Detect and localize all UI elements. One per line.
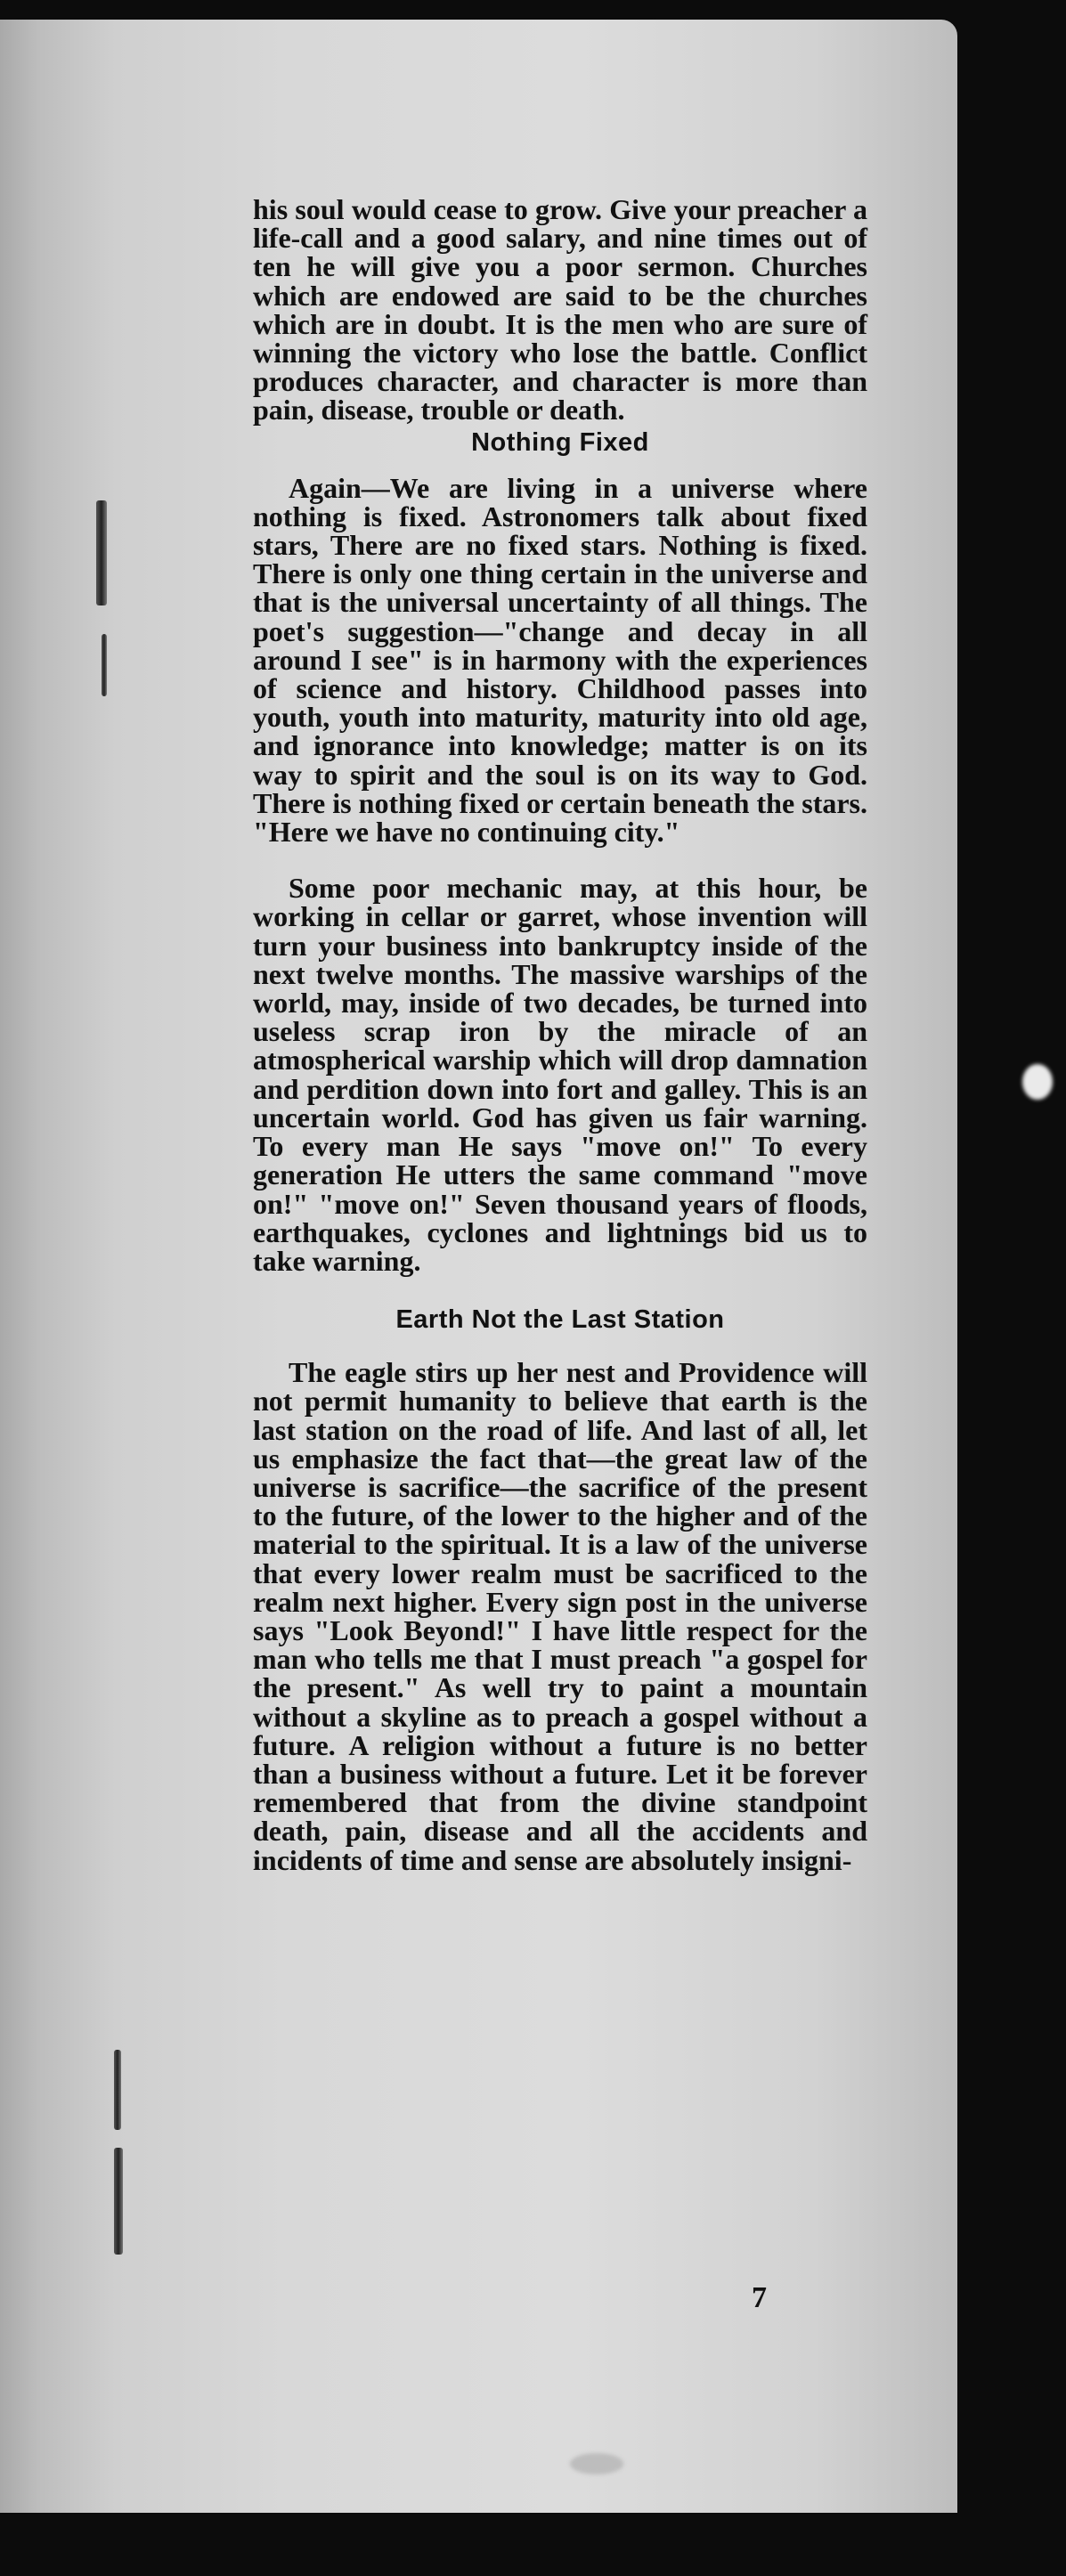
binding-mark-bottom [114,2148,123,2255]
scan-artifact-bottom [570,2453,623,2474]
section-heading-nothing-fixed: Nothing Fixed [471,427,649,457]
paragraph-3: Some poor mechanic may, at this hour, be working in cellar or garret, whose invention will turn your business into bankruptcy inside of the next twelve months. The massive warships of the world, may, inside of two decades, be turned into useless scrap iron by the miracle of an atmospherical warship which will drop damnation and perdition down into fort and galley. This is an uncertain world. God has given us fair warning. To every man He says "move on!" To every generation He utters the same command "move on!" "move on!" Seven thousand years of floods, earthquakes, cyclones and lightnings bid us to take warning. [253,872,867,1277]
paragraph-2: Again—We are living in a universe where nothing is fixed. Astronomers talk about fixed stars, There are no fixed stars. Nothing is fixed. There is only one thing certain in the universe and that is the universal uncertainty of all things. The poet's suggestion—"change and decay in all around I see" is in harmony with the experiences of science and history. Childhood passes into youth, youth into maturity, maturity into old age, and ignorance into knowledge; matter is on its way to spirit and the soul is on its way to God. There is nothing fixed or certain beneath the stars. "Here we have no continuing city." [253,471,867,849]
section-heading-earth-not-last-station: Earth Not the Last Station [395,1305,725,1335]
book-page [0,20,957,2513]
binding-mark-top [96,500,107,605]
scan-artifact-right-edge [1022,1064,1053,1100]
paragraph-4: The eagle stirs up her nest and Providence will not permit humanity to believe that earth is the last station on the road of life. And last of all, let us emphasize the fact that—the great law of the universe is sacrifice—the sacrifice of the present to the future, of the lower to the higher and of the material to the spiritual. It is a law of the universe that every lower realm must be sacrificed to the realm next higher. Every sign post in the universe says "Look Beyond!" I have little respect for the man who tells me that I must preach "a gospel for the present." As well try to paint a mountain without a skyline as to preach a gospel without a future. A religion without a future is no better than a business without a future. Let it be forever remembered that from the divine standpoint death, pain, disease and all the accidents and incidents of time and sense are absolutely insigni- [253,1356,867,1876]
page-number: 7 [752,2281,767,2314]
binding-mark-lower [114,2050,121,2130]
paragraph-1: his soul would cease to grow. Give your preacher a life-call and a good salary, and nine times out of ten he will give you a poor sermon. Churches which are endowed are said to be the churches which are in doubt. It is the men who are sure of winning the victory who lose the battle. Conflict produces character, and character is more than pain, disease, trouble or death. [253,193,867,427]
binding-mark-upper-small [102,634,107,696]
text-column [253,195,867,1874]
